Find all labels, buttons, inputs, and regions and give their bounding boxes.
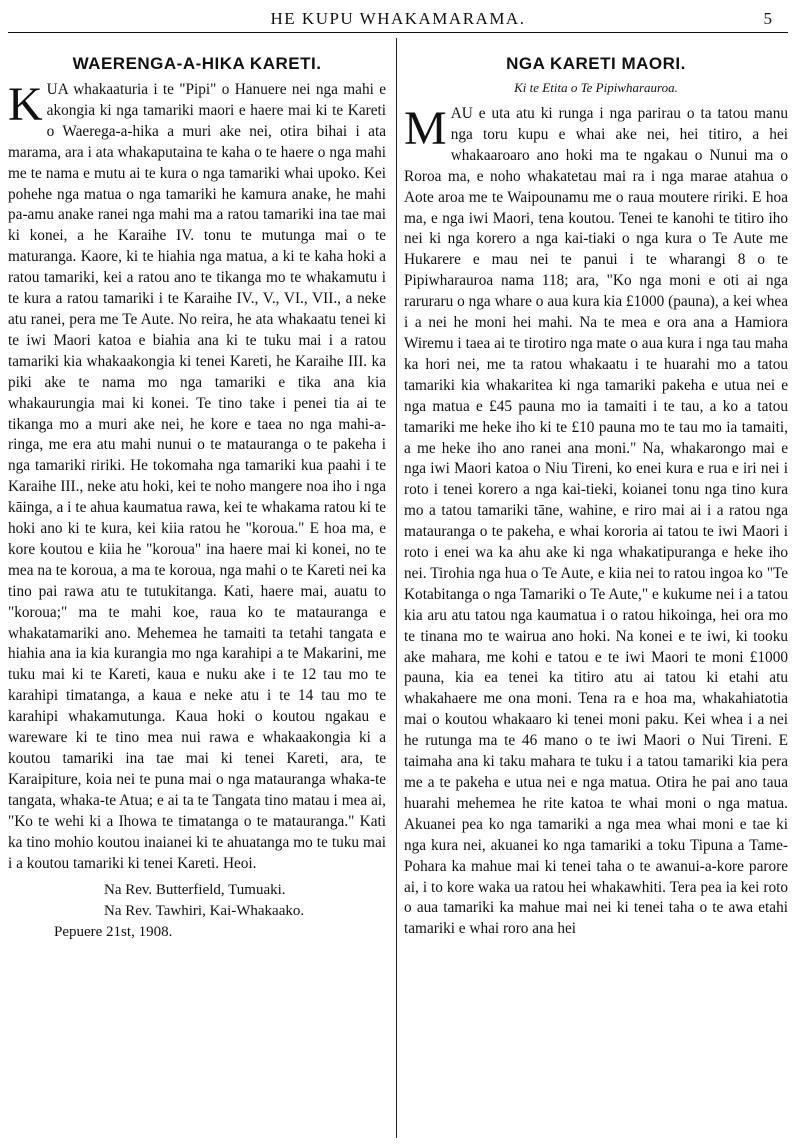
page-header <box>0 0 796 40</box>
column-divider <box>396 38 397 1138</box>
article-body <box>404 104 788 940</box>
running-title: HE KUPU WHAKAMARAMA. <box>270 9 526 28</box>
header-rule <box>8 32 788 33</box>
page-number: 5 <box>763 9 772 28</box>
signature-teacher: Na Rev. Tawhiri, Kai-Whakaako. <box>104 903 305 920</box>
drop-cap: K <box>8 78 43 131</box>
left-article <box>8 44 386 941</box>
article-title: WAERENGA-A-HIKA KARETI. <box>72 54 322 73</box>
article-byline: Ki te Etita o Te Pipiwharauroa. <box>514 80 678 95</box>
article-date: Pepuere 21st, 1908. <box>54 924 173 941</box>
drop-cap: M <box>404 102 447 155</box>
article-body-text: AU e uta atu ki runga i nga parirau o ta tatou manu nga toru kupu e whai ake nei, hei titiro, a hei whakaaroaro ano hoki ma te ngakau o Nunui ma o Roroa ma, e noho whakatetau mai ra i nga marae atahua o Aote aroa me te Waipounamu me o raua moutere ririki. E hoa ma, e nga iwi Maori, tena koutou. Tenei te kanohi te titiro iho nei ki nga korero a nga kai-tiaki o nga kura o Te Aute me Hukarere e mau nei te panui i te wharangi 8 o te Pipiwharauroa nama 118; ara, "Ko nga moni e oti ai nga raruraru o nga whare o aua kura kia £1000 (pauna), a kei whea i a nei he moni hei mahi. Na te mea e ora ana a Hamiora Wiremu i taea ai te tirotiro nga mate o aua kura i nga tau maha ka hori nei, me ta ratou whakaatu i te huarahi mo a tatou tamariki kia whakaritea ki nga tamariki pakeha e utua nei e nga matua e £45 pauna mo ia tamaiti i te tau, a ko a tatou tamariki me heke iho ki te £10 pauna mo te tau mo ia tamaiti, a me heke iho ano ranei ana moni." Na, whakarongo mai e nga iwi Maori katoa o Niu Tireni, ko enei kura e rua e iri nei i roto i tenei korero a nga kai-tieki, koianei tonu nga tino kura mo a tatou tamariki tāne, wahine, e riro mai ai i a ratou nga matauranga o te pakeha, e whai kororia ai tatou te iwi Maori i roto i enei wa ka ahu ake ki nga whakatipuranga e heke iho nei. Tirohia nga hua o Te Aute, e kiia nei to ratou ingoa ko "Te Kotabitanga o nga Tamariki o Te Aute," e kukume nei i a tatou kia aru atu tatou nga kaumatua i o ratou hikoinga, hei ora mo te tinana mo te wairua ano hoki. Na konei e te iwi, ki tooku ake mahara, me kohi e tatou e te iwi Maori te moni £1000 pauna, kia ea tenei ka titiro atu ai tatou ki etahi atu whakahaere me ona moni. Tena ra e hoa ma, whakahiatotia mai o koutou whakaaro ki tenei moni paku. Kei whea i a nei he rutunga ma te 46 mano o te iwi Maori o Nui Tireni. E taimaha ana ki taku mahara te tuku i a tatou tamariki kia pera me a te pakeha e utua nei e nga matua. Otira he pai ano taua huarahi mehemea he rite katoa te whai moni o nga matua. Akuanei pea ko nga tamariki a nga mea whai moni e tae ki nga kura nei, akuanei ko nga tamariki a toku Tipuna a Tame-Pohara ka mahue mai ki tenei taha o te awanui-a-kore parore ai, i to kore waka ua ratou hei whakawhiti. Tera pea ia kei roto o aua tamariki ka mahue mai nei ki tenei taha o te awa etahi tamariki e whai roro ana hei <box>404 105 788 938</box>
article-title: NGA KARETI MAORI. <box>506 54 686 73</box>
article-body-text: UA whakaaturia i te "Pipi" o Hanuere nei nga mahi e akongia ki nga tamariki maori e haere mai ki te Kareti o Waerega-a-hika a muri ake nei, otira bihai i ata marama, ara i ata whakaputaina te kaha o te haere o nga mahi me te nama e mutu ai te kura o nga tamariki whai upoko. Kei pohehe nga matua o nga tamariki he kamura anake, he mahi pa-amu anake ranei nga mahi ma a ratou tamariki ina tae mai ki konei, a he Karaihe IV. tonu te mutunga mai o te maturanga. Kaore, ki te hiahia nga matua, a ki te kaha hoki a ratou tamariki, kei a ratou ano te tikanga mo te whakamutu i te kura a ratou tamariki i te Karaihe IV., V., VI., VII., a neke atu ranei, pera me Te Aute. No reira, he ata whakaatu tenei ki te iwi Maori katoa e biahia ana ki te tuku mai i a ratou tamariki kia whakaakongia ki tenei Kareti, he Karaihe III. ka piki ake te nama mo nga tamariki e tika ana kia whakaurungia mai ki konei. Te tino take i penei tia ai te tikanga mo a muri ake nei, he kore e taea no nga mahi-a-ringa, me era atu mahi nunui o te matauranga o te pakeha i nga tamariki ririki. He tokomaha nga tamariki kua paahi i te Karaihe III., neke atu hoki, kei te noho mangere noa iho i nga kāinga, a i te ahua kaumatua rawa, kei te whakama ratou ki te hoki ano ki te kura, kei kiia ratou he "koroua." E hoa ma, e kore koutou e kiia he "koroua" ina haere mai ki konei, no te mea na te koroua, a ma te koroua, nga mahi o te Kareti nei ka tino pai rawa atu te tutukitanga. Kati, haere mai, auatu to "koroua;" ma te mahi koe, raua ko te matauranga e whakatamariki ano. Mehemea he tamaiti ta tetahi tangata e hiahia ana ia kia kurangia mo nga karahipi a te Makarini, me tuku mai ki te Kareti, kaua e nuku ake i te 12 tau mo te karahipi timatanga, a kaua e neke atu i te 14 tau mo te karahipi whakamutunga. Kaua hoki o koutou ngakau e wareware ki te tino mea nui rawa e whakaakongia ki a koutou tamariki ina tae mai ki tenei Kareti, ara, te Karaipiture, koia nei te puna mai o nga matauranga whaka-te tangata, whaka-te Atua; e ai ta te Tangata tino matau i mea ai, "Ko te wehi ki a Ihowa te timatanga o te matauranga." Kati ka tino mohio koutou inaianei ki te ahuatanga mo te tuku mai i a koutou tamariki ki tenei Kareti. Heoi. <box>8 81 386 872</box>
article-body <box>8 80 386 874</box>
signature-principal: Na Rev. Butterfield, Tumuaki. <box>104 882 286 899</box>
right-article <box>404 44 788 940</box>
